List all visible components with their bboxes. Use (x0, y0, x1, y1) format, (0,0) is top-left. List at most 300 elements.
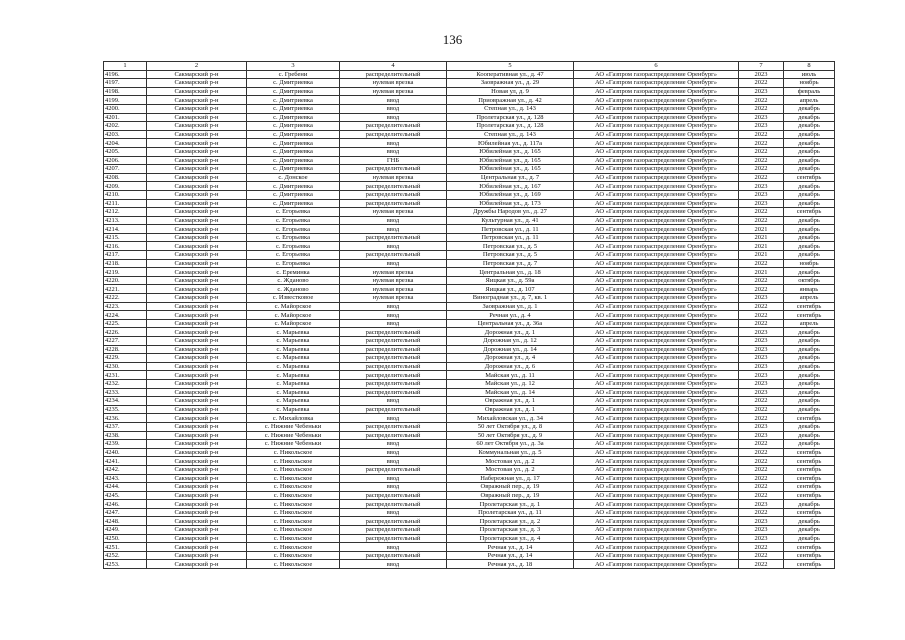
cell-settlement: с. Дмитриевка (247, 104, 340, 113)
cell-year: 2021 (739, 242, 784, 251)
cell-row-index: 4197. (104, 79, 147, 88)
cell-month: декабрь (784, 225, 835, 234)
cell-address: Петровская ул., д. 5 (447, 242, 574, 251)
cell-row-index: 4200. (104, 104, 147, 113)
cell-year: 2022 (739, 397, 784, 406)
cell-address: Мостовая ул., д. 2 (447, 457, 574, 466)
cell-year: 2022 (739, 508, 784, 517)
table-row (104, 173, 835, 182)
cell-settlement: с. Егорьевка (247, 233, 340, 242)
cell-organization: АО «Газпром газораспределение Оренбург» (574, 328, 739, 337)
cell-address: Пролетарская ул., д. 11 (447, 508, 574, 517)
cell-work-type: нулевая врезка (340, 285, 447, 294)
cell-address: Набережная ул., д. 17 (447, 474, 574, 483)
cell-settlement: с. Марьевка (247, 397, 340, 406)
cell-work-type: нулевая врезка (340, 268, 447, 277)
cell-district: Сакмарский р-н (147, 448, 247, 457)
cell-year: 2022 (739, 440, 784, 449)
cell-row-index: 4242. (104, 465, 147, 474)
cell-month: декабрь (784, 165, 835, 174)
column-header-5: 5 (447, 62, 574, 71)
cell-work-type: ввод (340, 216, 447, 225)
column-header-2: 2 (147, 62, 247, 71)
cell-district: Сакмарский р-н (147, 233, 247, 242)
cell-year: 2023 (739, 371, 784, 380)
table-row (104, 328, 835, 337)
cell-district: Сакмарский р-н (147, 405, 247, 414)
table-row (104, 405, 835, 414)
cell-work-type: ввод (340, 104, 447, 113)
table-row (104, 139, 835, 148)
table-row (104, 440, 835, 449)
cell-year: 2022 (739, 165, 784, 174)
cell-work-type: распределительный (340, 388, 447, 397)
cell-address: Дорожная ул., д. 1 (447, 328, 574, 337)
cell-month: декабрь (784, 156, 835, 165)
cell-month: декабрь (784, 354, 835, 363)
cell-month: сентябрь (784, 474, 835, 483)
cell-district: Сакмарский р-н (147, 199, 247, 208)
cell-organization: АО «Газпром газораспределение Оренбург» (574, 190, 739, 199)
cell-settlement: с. Никольское (247, 465, 340, 474)
cell-settlement: с. Никольское (247, 551, 340, 560)
cell-settlement: с. Дмитриевка (247, 130, 340, 139)
cell-work-type: распределительный (340, 328, 447, 337)
cell-settlement: с. Гребени (247, 70, 340, 79)
table-row (104, 517, 835, 526)
table-row (104, 388, 835, 397)
cell-address: Овражный пер., д. 19 (447, 491, 574, 500)
cell-work-type: распределительный (340, 354, 447, 363)
cell-work-type: ввод (340, 225, 447, 234)
table-row (104, 534, 835, 543)
cell-work-type: ввод (340, 474, 447, 483)
cell-address: Дорожная ул., д. 14 (447, 345, 574, 354)
cell-organization: АО «Газпром газораспределение Оренбург» (574, 491, 739, 500)
cell-address: Дорожная ул., д. 4 (447, 354, 574, 363)
cell-row-index: 4241. (104, 457, 147, 466)
cell-district: Сакмарский р-н (147, 431, 247, 440)
cell-month: декабрь (784, 113, 835, 122)
cell-row-index: 4251. (104, 543, 147, 552)
cell-year: 2023 (739, 113, 784, 122)
cell-organization: АО «Газпром газораспределение Оренбург» (574, 431, 739, 440)
cell-settlement: с. Нижние Чебеньки (247, 422, 340, 431)
cell-organization: АО «Газпром газораспределение Оренбург» (574, 337, 739, 346)
cell-row-index: 4250. (104, 534, 147, 543)
table-row (104, 79, 835, 88)
cell-row-index: 4196. (104, 70, 147, 79)
column-header-3: 3 (247, 62, 340, 71)
cell-month: декабрь (784, 526, 835, 535)
table-row (104, 551, 835, 560)
cell-address: Петровская ул., д. 7 (447, 259, 574, 268)
table-row (104, 259, 835, 268)
cell-organization: АО «Газпром газораспределение Оренбург» (574, 225, 739, 234)
cell-district: Сакмарский р-н (147, 216, 247, 225)
cell-work-type: нулевая врезка (340, 87, 447, 96)
cell-settlement: с. Майорское (247, 319, 340, 328)
cell-year: 2023 (739, 199, 784, 208)
cell-address: Юбилейная ул., д. 117а (447, 139, 574, 148)
cell-year: 2023 (739, 534, 784, 543)
table-row (104, 474, 835, 483)
cell-year: 2023 (739, 190, 784, 199)
cell-year: 2022 (739, 543, 784, 552)
cell-year: 2021 (739, 268, 784, 277)
cell-address: Приовражная ул., д. 42 (447, 96, 574, 105)
cell-organization: АО «Газпром газораспределение Оренбург» (574, 79, 739, 88)
cell-row-index: 4205. (104, 147, 147, 156)
cell-month: декабрь (784, 345, 835, 354)
cell-district: Сакмарский р-н (147, 190, 247, 199)
cell-settlement: с. Донское (247, 173, 340, 182)
cell-row-index: 4211. (104, 199, 147, 208)
cell-organization: АО «Газпром газораспределение Оренбург» (574, 156, 739, 165)
cell-work-type: распределительный (340, 517, 447, 526)
table-row (104, 268, 835, 277)
cell-organization: АО «Газпром газораспределение Оренбург» (574, 182, 739, 191)
cell-district: Сакмарский р-н (147, 302, 247, 311)
cell-month: декабрь (784, 534, 835, 543)
cell-district: Сакмарский р-н (147, 311, 247, 320)
cell-district: Сакмарский р-н (147, 87, 247, 96)
cell-address: Заовражная ул., д. 1 (447, 302, 574, 311)
cell-month: сентябрь (784, 414, 835, 423)
cell-organization: АО «Газпром газораспределение Оренбург» (574, 113, 739, 122)
cell-year: 2023 (739, 70, 784, 79)
cell-row-index: 4206. (104, 156, 147, 165)
cell-organization: АО «Газпром газораспределение Оренбург» (574, 251, 739, 260)
table-row (104, 302, 835, 311)
cell-address: Пролетарская ул., д. 128 (447, 113, 574, 122)
cell-settlement: с. Марьевка (247, 388, 340, 397)
cell-work-type: распределительный (340, 491, 447, 500)
cell-row-index: 4209. (104, 182, 147, 191)
table-row (104, 276, 835, 285)
cell-district: Сакмарский р-н (147, 345, 247, 354)
cell-address: Пролетарская ул., д. 128 (447, 122, 574, 131)
table-row (104, 431, 835, 440)
cell-district: Сакмарский р-н (147, 294, 247, 303)
cell-settlement: с. Никольское (247, 491, 340, 500)
cell-address: Центральная ул., д. 36а (447, 319, 574, 328)
cell-address: Дружбы Народов ул., д. 27 (447, 208, 574, 217)
cell-year: 2021 (739, 225, 784, 234)
cell-row-index: 4221. (104, 285, 147, 294)
column-header-7: 7 (739, 62, 784, 71)
cell-row-index: 4238. (104, 431, 147, 440)
cell-month: декабрь (784, 216, 835, 225)
cell-organization: АО «Газпром газораспределение Оренбург» (574, 517, 739, 526)
cell-address: Кооперативная ул., д. 47 (447, 70, 574, 79)
cell-organization: АО «Газпром газораспределение Оренбург» (574, 397, 739, 406)
cell-row-index: 4204. (104, 139, 147, 148)
table-row (104, 147, 835, 156)
cell-work-type: распределительный (340, 199, 447, 208)
cell-address: Коммунальная ул., д. 5 (447, 448, 574, 457)
table-row (104, 104, 835, 113)
cell-year: 2022 (739, 79, 784, 88)
cell-row-index: 4237. (104, 422, 147, 431)
table-row (104, 190, 835, 199)
cell-district: Сакмарский р-н (147, 104, 247, 113)
cell-row-index: 4199. (104, 96, 147, 105)
table-row (104, 285, 835, 294)
cell-district: Сакмарский р-н (147, 388, 247, 397)
cell-address: Пролетарская ул., д. 2 (447, 517, 574, 526)
column-header-1: 1 (104, 62, 147, 71)
cell-month: апрель (784, 96, 835, 105)
cell-row-index: 4212. (104, 208, 147, 217)
cell-work-type: ввод (340, 302, 447, 311)
cell-district: Сакмарский р-н (147, 337, 247, 346)
cell-month: декабрь (784, 388, 835, 397)
cell-district: Сакмарский р-н (147, 371, 247, 380)
cell-organization: АО «Газпром газораспределение Оренбург» (574, 465, 739, 474)
cell-address: Заовражная ул., д. 29 (447, 79, 574, 88)
cell-settlement: с. Марьевка (247, 379, 340, 388)
cell-settlement: с. Егорьевка (247, 251, 340, 260)
cell-month: декабрь (784, 405, 835, 414)
cell-year: 2022 (739, 319, 784, 328)
cell-address: Речная ул., д. 18 (447, 560, 574, 569)
cell-settlement: с. Никольское (247, 474, 340, 483)
cell-row-index: 4214. (104, 225, 147, 234)
cell-address: Майская ул., д. 11 (447, 371, 574, 380)
cell-district: Сакмарский р-н (147, 70, 247, 79)
cell-month: декабрь (784, 104, 835, 113)
cell-work-type: ввод (340, 139, 447, 148)
cell-row-index: 4230. (104, 362, 147, 371)
cell-settlement: с. Марьевка (247, 362, 340, 371)
cell-organization: АО «Газпром газораспределение Оренбург» (574, 405, 739, 414)
cell-row-index: 4240. (104, 448, 147, 457)
cell-district: Сакмарский р-н (147, 414, 247, 423)
table-row (104, 199, 835, 208)
cell-month: декабрь (784, 397, 835, 406)
column-header-6: 6 (574, 62, 739, 71)
cell-settlement: с. Никольское (247, 543, 340, 552)
cell-district: Сакмарский р-н (147, 474, 247, 483)
cell-row-index: 4249. (104, 526, 147, 535)
cell-month: декабрь (784, 517, 835, 526)
cell-month: сентябрь (784, 551, 835, 560)
cell-year: 2022 (739, 405, 784, 414)
cell-district: Сакмарский р-н (147, 560, 247, 569)
cell-work-type: ввод (340, 259, 447, 268)
cell-address: Пролетарская ул., д. 4 (447, 534, 574, 543)
cell-year: 2022 (739, 474, 784, 483)
cell-address: Речная ул., д. 14 (447, 543, 574, 552)
cell-row-index: 4244. (104, 483, 147, 492)
cell-district: Сакмарский р-н (147, 182, 247, 191)
cell-settlement: с. Дмитриевка (247, 113, 340, 122)
cell-organization: АО «Газпром газораспределение Оренбург» (574, 268, 739, 277)
cell-work-type: ввод (340, 147, 447, 156)
cell-month: декабрь (784, 242, 835, 251)
cell-row-index: 4224. (104, 311, 147, 320)
cell-organization: АО «Газпром газораспределение Оренбург» (574, 173, 739, 182)
cell-month: сентябрь (784, 465, 835, 474)
cell-address: Петровская ул., д. 11 (447, 225, 574, 234)
cell-district: Сакмарский р-н (147, 79, 247, 88)
cell-settlement: с. Дмитриевка (247, 139, 340, 148)
cell-year: 2023 (739, 122, 784, 131)
table-row (104, 311, 835, 320)
cell-settlement: с. Марьевка (247, 328, 340, 337)
cell-month: декабрь (784, 190, 835, 199)
cell-year: 2023 (739, 422, 784, 431)
cell-district: Сакмарский р-н (147, 397, 247, 406)
table-row (104, 508, 835, 517)
table-row (104, 337, 835, 346)
cell-address: 60 лет Октября ул., д. 3а (447, 440, 574, 449)
table-row (104, 208, 835, 217)
cell-district: Сакмарский р-н (147, 422, 247, 431)
cell-work-type: ГНБ (340, 156, 447, 165)
cell-month: сентябрь (784, 302, 835, 311)
cell-address: Юбилейная ул., д. 165 (447, 147, 574, 156)
cell-organization: АО «Газпром газораспределение Оренбург» (574, 216, 739, 225)
cell-work-type: распределительный (340, 500, 447, 509)
cell-district: Сакмарский р-н (147, 457, 247, 466)
table-row (104, 70, 835, 79)
cell-row-index: 4233. (104, 388, 147, 397)
cell-district: Сакмарский р-н (147, 354, 247, 363)
cell-row-index: 4201. (104, 113, 147, 122)
cell-year: 2022 (739, 414, 784, 423)
cell-year: 2022 (739, 302, 784, 311)
cell-address: Дорожная ул., д. 6 (447, 362, 574, 371)
cell-year: 2022 (739, 483, 784, 492)
cell-address: Яицкая ул., д. 59а (447, 276, 574, 285)
cell-settlement: с. Дмитриевка (247, 182, 340, 191)
cell-year: 2022 (739, 551, 784, 560)
cell-work-type: распределительный (340, 431, 447, 440)
cell-address: Центральная ул., д. 18 (447, 268, 574, 277)
cell-row-index: 4248. (104, 517, 147, 526)
cell-year: 2022 (739, 139, 784, 148)
cell-year: 2023 (739, 354, 784, 363)
cell-work-type: распределительный (340, 251, 447, 260)
table-row (104, 87, 835, 96)
cell-year: 2022 (739, 560, 784, 569)
cell-settlement: с. Дмитриевка (247, 79, 340, 88)
cell-address: Петровская ул., д. 5 (447, 251, 574, 260)
cell-address: Виноградная ул., д. 7, кв. 1 (447, 294, 574, 303)
cell-district: Сакмарский р-н (147, 500, 247, 509)
cell-organization: АО «Газпром газораспределение Оренбург» (574, 474, 739, 483)
cell-month: декабрь (784, 422, 835, 431)
table-row (104, 130, 835, 139)
cell-month: декабрь (784, 122, 835, 131)
cell-year: 2021 (739, 251, 784, 260)
cell-organization: АО «Газпром газораспределение Оренбург» (574, 440, 739, 449)
cell-district: Сакмарский р-н (147, 440, 247, 449)
cell-year: 2022 (739, 130, 784, 139)
cell-year: 2023 (739, 431, 784, 440)
cell-month: декабрь (784, 440, 835, 449)
cell-address: Степная ул., д. 143 (447, 104, 574, 113)
cell-work-type: ввод (340, 543, 447, 552)
cell-year: 2022 (739, 259, 784, 268)
cell-address: Степная ул., д. 143 (447, 130, 574, 139)
cell-organization: АО «Газпром газораспределение Оренбург» (574, 345, 739, 354)
cell-settlement: с. Марьевка (247, 354, 340, 363)
cell-district: Сакмарский р-н (147, 362, 247, 371)
cell-organization: АО «Газпром газораспределение Оренбург» (574, 104, 739, 113)
cell-organization: АО «Газпром газораспределение Оренбург» (574, 130, 739, 139)
cell-settlement: с. Егорьевка (247, 208, 340, 217)
table-row (104, 319, 835, 328)
cell-organization: АО «Газпром газораспределение Оренбург» (574, 87, 739, 96)
cell-row-index: 4229. (104, 354, 147, 363)
cell-row-index: 4253. (104, 560, 147, 569)
cell-year: 2022 (739, 285, 784, 294)
cell-settlement: с. Дмитриевка (247, 87, 340, 96)
table-row (104, 491, 835, 500)
cell-organization: АО «Газпром газораспределение Оренбург» (574, 448, 739, 457)
cell-district: Сакмарский р-н (147, 173, 247, 182)
cell-settlement: с. Никольское (247, 526, 340, 535)
cell-row-index: 4218. (104, 259, 147, 268)
cell-month: декабрь (784, 500, 835, 509)
cell-settlement: с. Известковое (247, 294, 340, 303)
cell-settlement: с. Марьевка (247, 371, 340, 380)
cell-settlement: с. Дмитриевка (247, 147, 340, 156)
cell-settlement: с. Дмитриевка (247, 199, 340, 208)
cell-settlement: с. Егорьевка (247, 242, 340, 251)
cell-organization: АО «Газпром газораспределение Оренбург» (574, 242, 739, 251)
cell-organization: АО «Газпром газораспределение Оренбург» (574, 259, 739, 268)
cell-address: Новая ул, д. 9 (447, 87, 574, 96)
cell-work-type: ввод (340, 483, 447, 492)
table-row (104, 96, 835, 105)
cell-month: декабрь (784, 130, 835, 139)
cell-row-index: 4207. (104, 165, 147, 174)
cell-row-index: 4223. (104, 302, 147, 311)
cell-month: декабрь (784, 431, 835, 440)
cell-year: 2023 (739, 388, 784, 397)
cell-year: 2022 (739, 276, 784, 285)
cell-settlement: с. Нижние Чебеньки (247, 431, 340, 440)
cell-district: Сакмарский р-н (147, 139, 247, 148)
cell-organization: АО «Газпром газораспределение Оренбург» (574, 414, 739, 423)
cell-row-index: 4198. (104, 87, 147, 96)
cell-address: Михайловская ул., д. 34 (447, 414, 574, 423)
cell-work-type: ввод (340, 397, 447, 406)
cell-work-type: нулевая врезка (340, 276, 447, 285)
cell-organization: АО «Газпром газораспределение Оренбург» (574, 147, 739, 156)
cell-work-type: распределительный (340, 182, 447, 191)
cell-work-type: ввод (340, 113, 447, 122)
cell-district: Сакмарский р-н (147, 491, 247, 500)
cell-organization: АО «Газпром газораспределение Оренбург» (574, 388, 739, 397)
cell-row-index: 4216. (104, 242, 147, 251)
cell-district: Сакмарский р-н (147, 156, 247, 165)
cell-district: Сакмарский р-н (147, 534, 247, 543)
cell-month: декабрь (784, 379, 835, 388)
table-row (104, 422, 835, 431)
cell-address: Петровская ул., д. 11 (447, 233, 574, 242)
cell-district: Сакмарский р-н (147, 517, 247, 526)
cell-settlement: с. Майорское (247, 311, 340, 320)
cell-address: Культурная ул., д. 41 (447, 216, 574, 225)
cell-settlement: с. Никольское (247, 448, 340, 457)
cell-work-type: распределительный (340, 165, 447, 174)
cell-organization: АО «Газпром газораспределение Оренбург» (574, 122, 739, 131)
